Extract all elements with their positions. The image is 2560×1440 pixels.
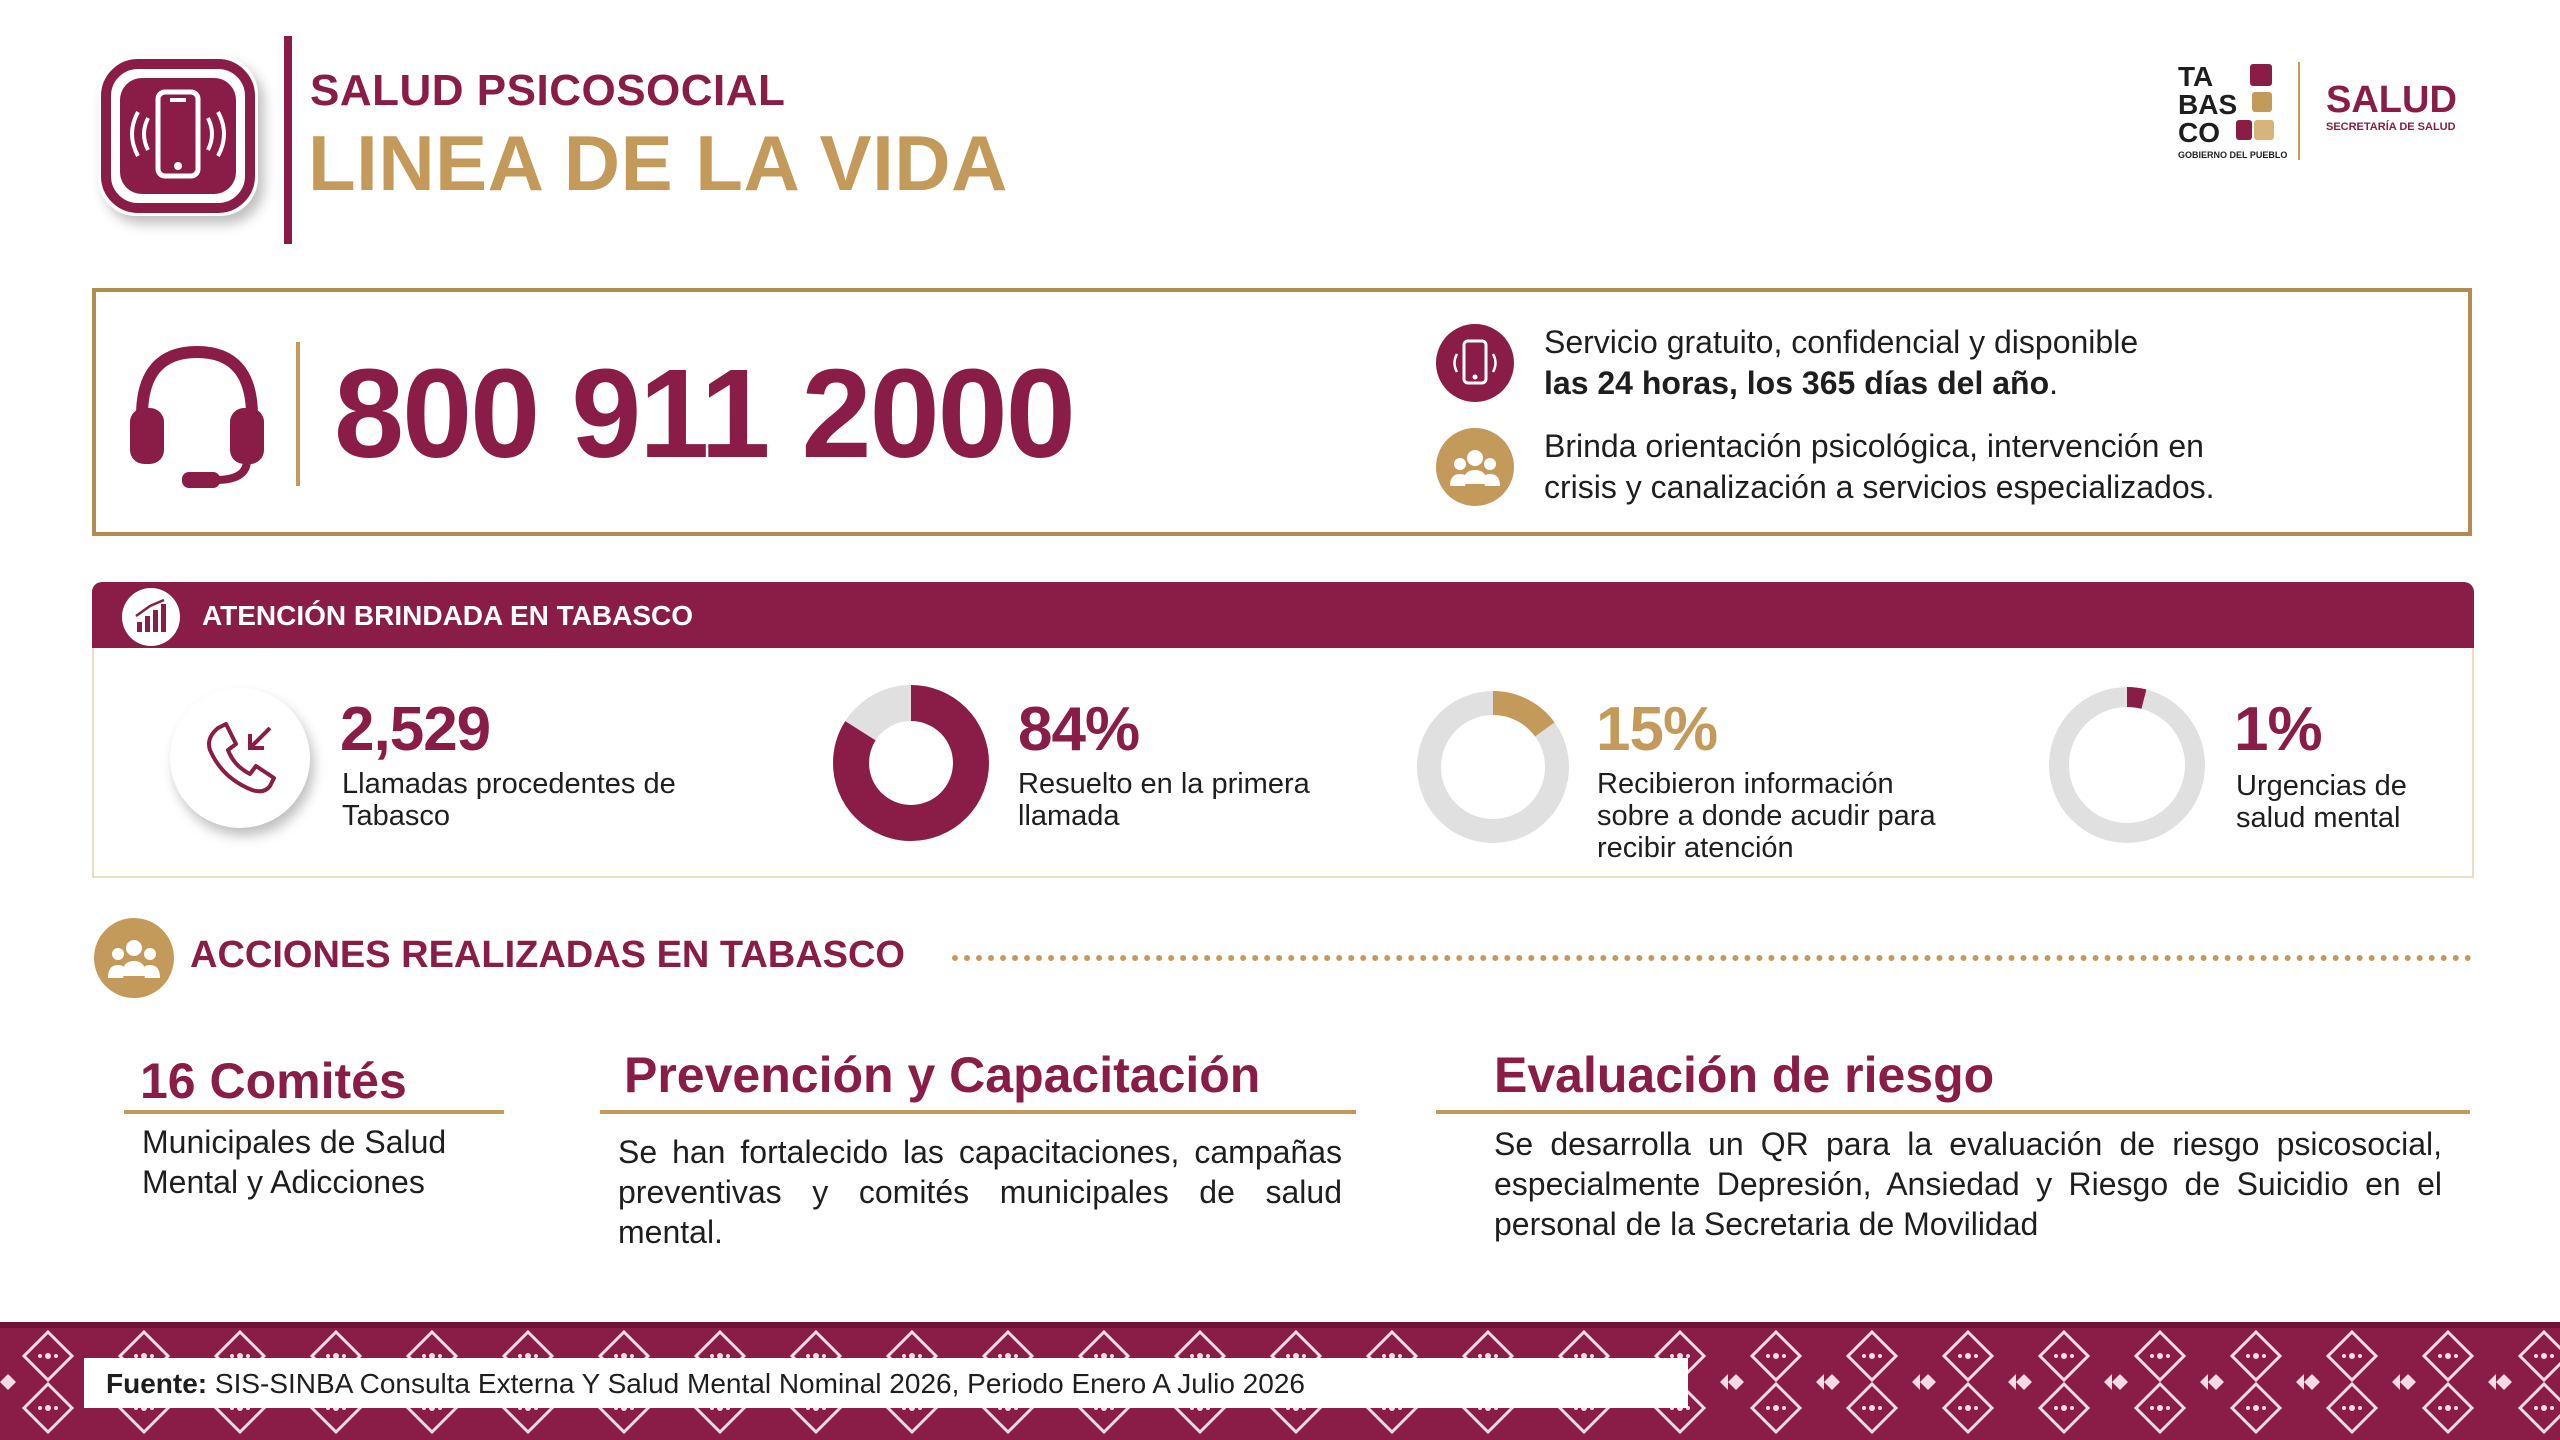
salud-logo [2326,79,2457,133]
committees-title: 16 Comités [140,1053,407,1109]
risk-evaluation-text: Se desarrolla un QR para la evaluación de riesgo psicosocial, especialmente Depresión, Ansiedad y Riesgo de Suicidio en el personal de la Secretaria de Movilidad [1494,1126,2442,1242]
service-availability-period: . [2049,365,2059,401]
stat-calls-label [342,768,676,832]
tabasco-logo-line-3: CO [2178,117,2220,148]
service-description-line-1: Brinda orientación psicológica, intervención en [1544,428,2204,464]
salud-logo-caption: SECRETARÍA DE SALUD [2326,121,2456,133]
tabasco-logo-caption: GOBIERNO DEL PUEBLO [2178,150,2288,160]
stat-info-label-line-1: Recibieron información [1597,768,1894,800]
stat-resolved-label [1018,768,1310,832]
prevention-title: Prevención y Capacitación [624,1047,1261,1103]
stat-resolved-label-line-1: Resuelto en la primera [1018,768,1310,800]
stat-resolved-label-line-2: llamada [1018,800,1120,832]
stat-calls-value: 2,529 [340,695,491,764]
risk-evaluation-title: Evaluación de riesgo [1494,1047,1995,1103]
tabasco-logo [2178,61,2287,160]
salud-logo-text: SALUD [2326,79,2457,121]
committees-text-line-2: Mental y Adicciones [142,1164,425,1200]
committees-rule [124,1110,504,1114]
actions-dotted-divider [952,955,2472,961]
committees-text [142,1122,446,1202]
header-divider [284,36,292,244]
group-icon [1436,428,1514,506]
stat-info-value: 15% [1596,695,1718,764]
service-availability-text [1544,322,2138,404]
source-text: SIS-SINBA Consulta Externa Y Salud Mental Nominal 2026, Periodo Enero A Julio 2026 [214,1368,1305,1399]
stats-header-label: ATENCIÓN BRINDADA EN TABASCO [202,600,694,631]
stat-calls-label-line-2: Tabasco [342,800,451,832]
tabasco-logo-line-2: BAS [2178,89,2238,120]
page-eyebrow: SALUD PSICOSOCIAL [310,66,786,115]
service-availability-hours: las 24 horas, los 365 días del año [1544,365,2050,401]
team-icon [94,918,174,998]
stat-urgencies-label-line-2: salud mental [2236,802,2401,834]
smartphone-icon [1436,324,1514,402]
incoming-call-icon [170,688,310,828]
committees-text-line-1: Municipales de Salud [142,1124,447,1160]
service-description-text [1544,426,2215,508]
stat-urgencies-label-line-1: Urgencias de [2236,770,2407,802]
urgencies-donut-chart [2044,682,2210,848]
prevention-text: Se han fortalecido las capacitaciones, campañas preventivas y comités municipales de salud mental. [618,1134,1342,1250]
service-availability-line-1: Servicio gratuito, confidencial y disponible [1544,324,2139,360]
prevention-rule [600,1110,1356,1114]
tabasco-logo-line-1: TA [2178,61,2214,92]
government-logos [2168,56,2468,166]
service-description-line-2: crisis y canalización a servicios especializados. [1544,469,2215,505]
source-label: Fuente: [106,1368,208,1399]
headset-icon [126,338,268,488]
hotline-number[interactable]: 800 911 2000 [334,343,1074,484]
stat-info-label [1597,768,1936,864]
page-title: LINEA DE LA VIDA [308,119,1008,207]
stat-resolved-value: 84% [1018,695,1140,764]
stat-calls-label-line-1: Llamadas procedentes de [342,768,676,800]
stat-urgencies-label [2236,770,2407,834]
stat-info-label-line-3: recibir atención [1597,832,1794,864]
actions-section-title: ACCIONES REALIZADAS EN TABASCO [190,934,905,976]
risk-evaluation-rule [1436,1110,2470,1114]
resolved-donut-chart [828,680,994,846]
info-donut-chart [1410,684,1576,850]
source-citation [106,1368,1305,1400]
smartphone-signal-icon [98,56,258,216]
bar-chart-icon [122,588,180,646]
stat-info-label-line-2: sobre a donde acudir para [1597,800,1936,832]
hotline-divider [296,342,300,486]
stat-urgencies-value: 1% [2234,695,2322,764]
